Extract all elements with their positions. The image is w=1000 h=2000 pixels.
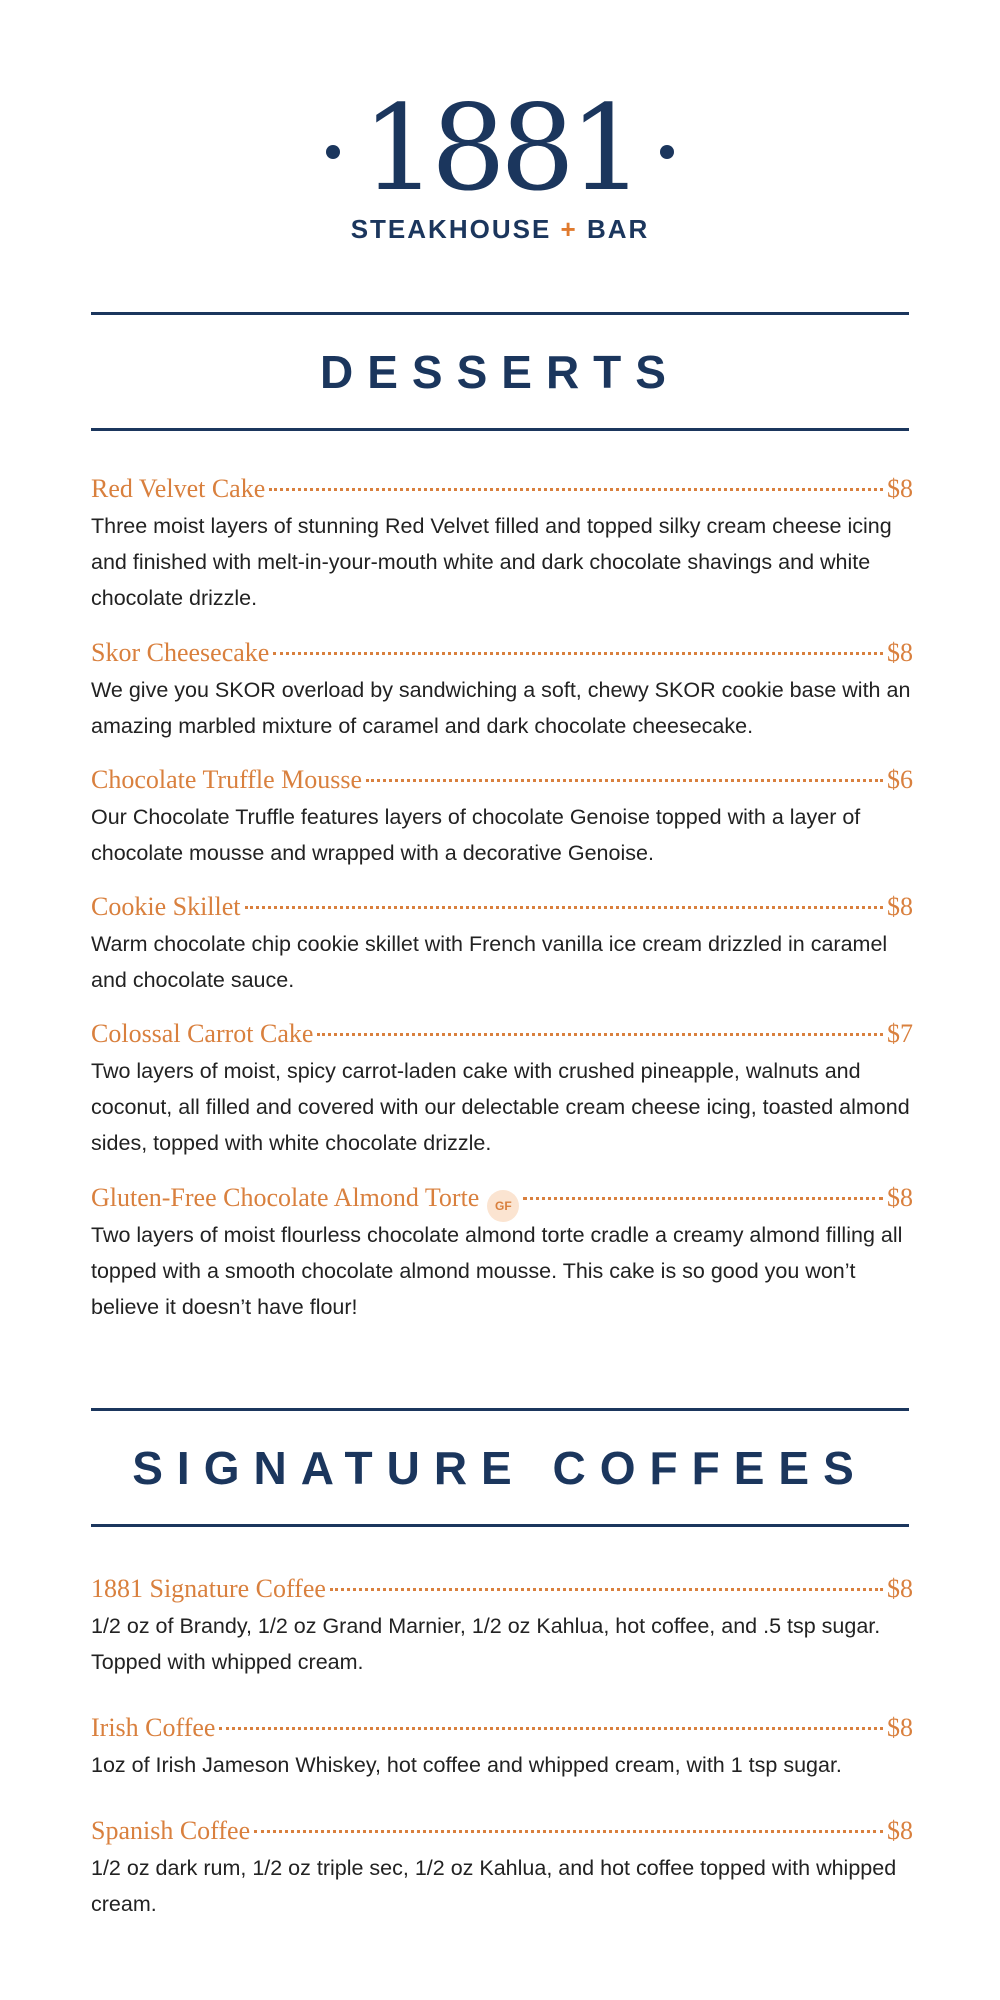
item-price: $8 (887, 474, 913, 503)
item-description: 1oz of Irish Jameson Whiskey, hot coffee and whipped cream, with 1 tsp sugar. (91, 1753, 842, 1777)
dot-leader (269, 488, 883, 491)
dot-leader (245, 906, 884, 909)
item-price: $8 (887, 1816, 913, 1845)
section-divider (91, 428, 909, 431)
item-description: We give you SKOR overload by sandwiching a soft, chewy SKOR cookie base with an amazing marbled mixture of caramel and dark chocolate cheesecake. (91, 678, 911, 738)
menu-item-chocolate-truffle-mousse (91, 765, 913, 871)
menu-item-irish-coffee (91, 1713, 913, 1783)
brand-logo (0, 79, 1000, 245)
item-name: Red Velvet Cake (91, 474, 266, 503)
dot-leader (273, 652, 883, 655)
dot-leader (366, 779, 883, 782)
item-description: Warm chocolate chip cookie skillet with French vanilla ice cream drizzled in caramel and chocolate sauce. (91, 932, 888, 992)
item-price: $8 (887, 1713, 913, 1742)
dot-leader (317, 1033, 883, 1036)
item-name: Chocolate Truffle Mousse (91, 765, 363, 794)
gluten-free-badge: GF (487, 1190, 519, 1222)
item-description: Three moist layers of stunning Red Velvet filled and topped silky cream cheese icing and finished with melt-in-your-mouth white and dark chocolate shavings and white chocolate drizzle. (91, 514, 892, 610)
logo-subtitle-plus: + (560, 214, 578, 244)
item-description: Our Chocolate Truffle features layers of chocolate Genoise topped with a layer of chocolate mousse and wrapped with a decorative Genoise. (91, 805, 861, 865)
item-description: Two layers of moist, spicy carrot-laden cake with crushed pineapple, walnuts and coconut, all filled and covered with our delectable cream cheese icing, toasted almond sides, topped with white chocolate drizzle. (91, 1059, 910, 1155)
item-name: Cookie Skillet (91, 892, 241, 921)
item-price: $8 (887, 638, 913, 667)
item-name: Irish Coffee (91, 1713, 216, 1742)
section-divider (91, 312, 909, 315)
menu-item-red-velvet-cake (91, 474, 913, 616)
item-price: $7 (887, 1019, 913, 1048)
item-description: Two layers of moist flourless chocolate almond torte cradle a creamy almond filling all topped with a smooth chocolate almond mousse. This cake is so good you won’t believe it doesn’t have flour! (91, 1223, 903, 1319)
menu-item-cookie-skillet (91, 892, 913, 998)
logo-dot-left (326, 145, 340, 159)
item-price: $8 (887, 892, 913, 921)
menu-item-colossal-carrot-cake (91, 1019, 913, 1161)
dot-leader (254, 1830, 883, 1833)
item-name: Gluten-Free Chocolate Almond Torte (91, 1183, 480, 1212)
item-description: 1/2 oz dark rum, 1/2 oz triple sec, 1/2 oz Kahlua, and hot coffee topped with whipped cream. (91, 1856, 897, 1916)
logo-subtitle-right: BAR (586, 214, 650, 244)
item-price: $8 (887, 1574, 913, 1603)
dot-leader (523, 1197, 883, 1200)
dot-leader (330, 1588, 883, 1591)
desserts-title: DESSERTS (320, 346, 680, 398)
logo-subtitle (0, 214, 1000, 245)
item-name: Skor Cheesecake (91, 638, 270, 667)
section-divider (91, 1408, 909, 1411)
item-description: 1/2 oz of Brandy, 1/2 oz Grand Marnier, 1/2 oz Kahlua, hot coffee, and .5 tsp sugar. Topped with whipped cream. (91, 1614, 881, 1674)
menu-item-1881-signature-coffee (91, 1574, 913, 1680)
menu-item-gluten-free-chocolate-almond-torte (91, 1183, 913, 1325)
logo-dot-right (660, 145, 674, 159)
item-name: 1881 Signature Coffee (91, 1574, 326, 1603)
logo-subtitle-left: STEAKHOUSE (350, 214, 552, 244)
item-price: $8 (887, 1183, 913, 1212)
dot-leader (219, 1727, 883, 1730)
menu-item-skor-cheesecake (91, 638, 913, 744)
item-name: Colossal Carrot Cake (91, 1019, 314, 1048)
section-divider (91, 1524, 909, 1527)
menu-item-spanish-coffee (91, 1816, 913, 1922)
item-name: Spanish Coffee (91, 1816, 251, 1845)
logo-number: 1881 (361, 79, 639, 217)
coffees-title: SIGNATURE COFFEES (132, 1442, 868, 1494)
item-price: $6 (887, 765, 913, 794)
